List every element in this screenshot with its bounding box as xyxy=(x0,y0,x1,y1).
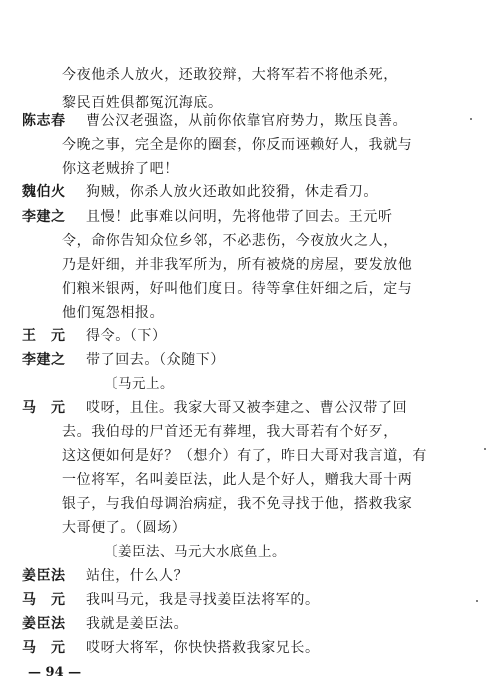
dialogue-line: 我就是姜臣法。 xyxy=(86,616,189,632)
dialogue-line: 今晚之事，完全是你的圈套，你反而诬赖好人，我就与 xyxy=(62,137,413,153)
speaker-name: 姜臣法 xyxy=(22,568,66,584)
dialogue-line: 得令。（下） xyxy=(86,328,167,344)
dialogue-line: 这这便如何是好？（想介）有了，昨日大哥对我言道，有 xyxy=(62,448,427,464)
dialogue-line: 乃是奸细，并非我军所为，所有被烧的房屋，要发放他 xyxy=(62,257,413,273)
dialogue-line: 且慢！此事难以问明，先将他带了回去。王元听 xyxy=(86,209,393,225)
scan-speck xyxy=(476,600,478,602)
dialogue-line: 们粮米银两，好叫他们度日。待等拿住奸细之后，定与 xyxy=(62,281,413,297)
stage-direction: 〔马元上。 xyxy=(104,376,174,392)
speaker-name: 王 元 xyxy=(22,328,66,344)
dialogue-line: 今夜他杀人放火，还敢狡辩，大将军若不将他杀死， xyxy=(62,67,398,83)
dialogue-line: 他们冤怨相报。 xyxy=(62,305,165,321)
dialogue-line: 我叫马元，我是寻找姜臣法将军的。 xyxy=(86,592,320,608)
dialogue-line: 黎民百姓俱都冤沉海底。 xyxy=(62,95,223,111)
speaker-name: 李建之 xyxy=(22,352,66,368)
speaker-name: 马 元 xyxy=(22,592,66,608)
dialogue-line: 令，命你告知众位乡邻，不必悲伤，今夜放火之人， xyxy=(62,233,398,249)
stage-direction: 〔姜臣法、马元大水底鱼上。 xyxy=(104,544,286,560)
dialogue-line: 银子，与我伯母调治病症，我不免寻找于他，搭救我家 xyxy=(62,496,413,512)
dialogue-line: 你这老贼拚了吧！ xyxy=(62,161,179,177)
speaker-name: 马 元 xyxy=(22,400,66,416)
page-number: — 94 — xyxy=(28,665,82,680)
speaker-name: 马 元 xyxy=(22,640,66,656)
dialogue-line: 带了回去。（众随下） xyxy=(86,352,225,368)
scan-speck xyxy=(470,118,472,120)
speaker-name: 陈志春 xyxy=(22,113,66,129)
dialogue-line: 曹公汉老强盗，从前你依靠官府势力，欺压良善。 xyxy=(86,113,408,129)
dialogue-line: 哎呀，且住。我家大哥又被李建之、曹公汉带了回 xyxy=(86,400,408,416)
dialogue-line: 哎呀大将军，你快快搭救我家兄长。 xyxy=(86,640,320,656)
dialogue-line: 狗贼，你杀人放火还敢如此狡猾，休走看刀。 xyxy=(86,184,378,200)
speaker-name: 姜臣法 xyxy=(22,616,66,632)
dialogue-line: 站住，什么人？ xyxy=(86,568,189,584)
speaker-name: 魏伯火 xyxy=(22,184,66,200)
speaker-name: 李建之 xyxy=(22,209,66,225)
scan-speck xyxy=(484,448,486,450)
dialogue-line: 去。我伯母的尸首还无有葬埋，我大哥若有个好歹， xyxy=(62,424,398,440)
dialogue-line: 一位将军，名叫姜臣法，此人是个好人，赠我大哥十两 xyxy=(62,472,413,488)
dialogue-line: 大哥便了。（圆场） xyxy=(62,520,187,536)
